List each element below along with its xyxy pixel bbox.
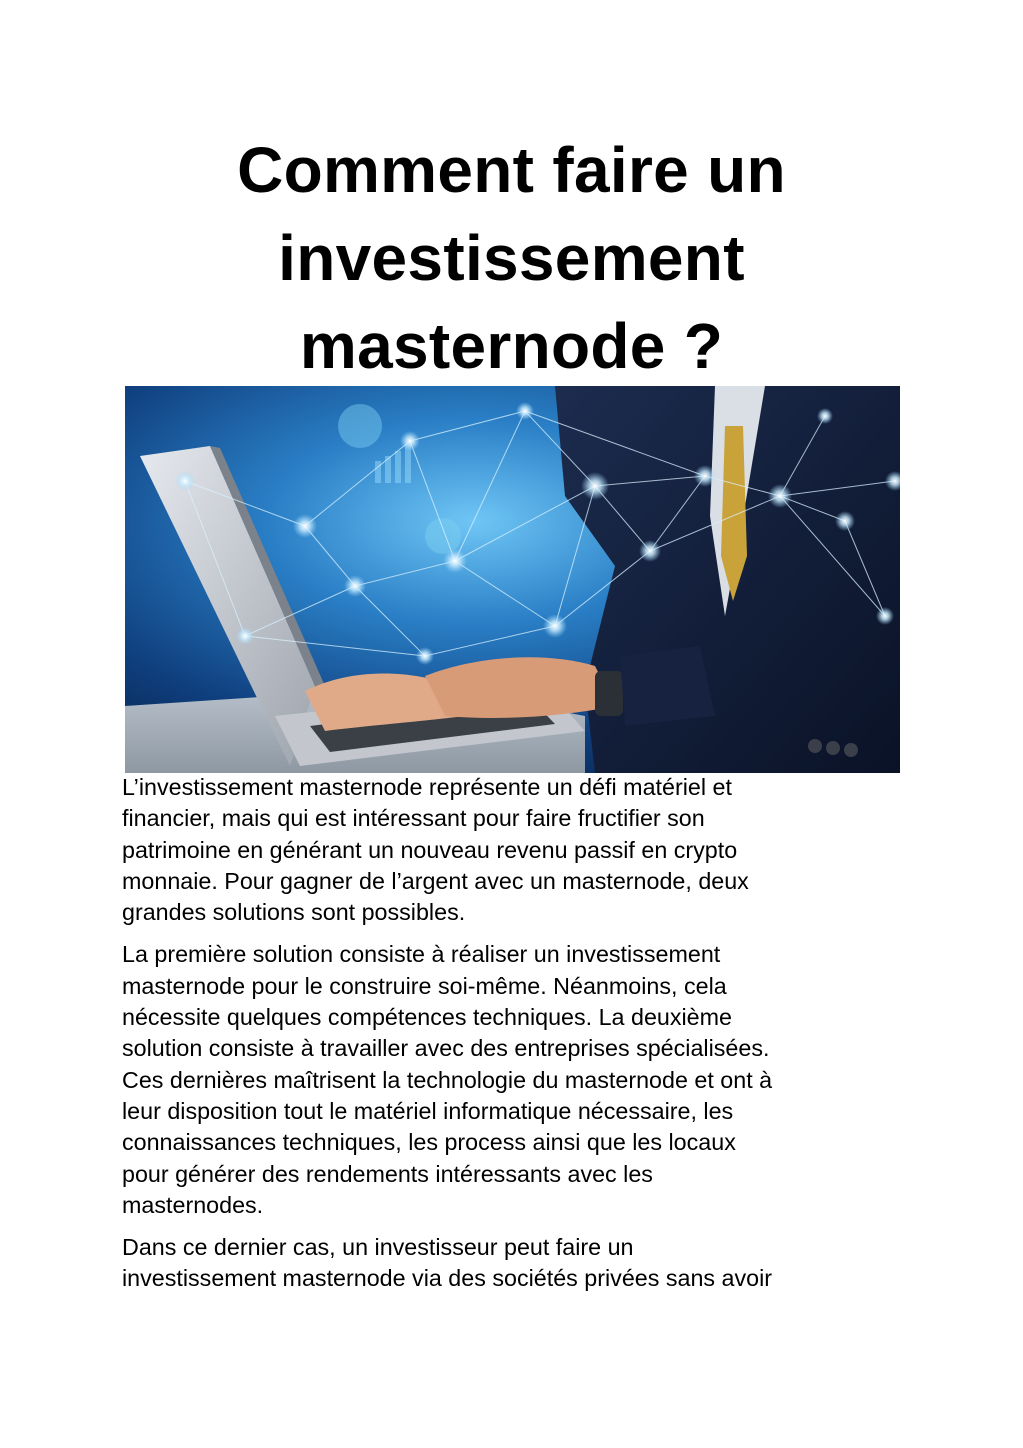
text-line: nécessite quelques compétences techniques. La deuxième — [122, 1004, 732, 1031]
title-line: investissement — [278, 222, 745, 294]
text-line: pour générer des rendements intéressants avec les — [122, 1160, 653, 1187]
text-line: masternode pour le construire soi-même. Néanmoins, cela — [122, 972, 727, 999]
text-line: patrimoine en générant un nouveau revenu passif en crypto — [122, 836, 738, 863]
paragraph — [122, 939, 912, 1221]
text-line: La première solution consiste à réaliser un investissement — [122, 941, 721, 968]
title-line: masternode ? — [299, 310, 724, 382]
article-body — [122, 772, 912, 1306]
laptop-network-photo — [125, 386, 900, 773]
text-line: grandes solutions sont possibles. — [122, 899, 466, 926]
text-line: investissement masternode via des sociétés privées sans avoir — [122, 1265, 773, 1292]
paragraph — [122, 772, 912, 928]
photo-illustration — [125, 386, 900, 773]
text-line: Dans ce dernier cas, un investisseur peut faire un — [122, 1234, 634, 1261]
text-line: monnaie. Pour gagner de l’argent avec un masternode, deux — [122, 867, 749, 894]
text-line: solution consiste à travailler avec des entreprises spécialisées. — [122, 1035, 770, 1062]
text-line: financier, mais qui est intéressant pour faire fructifier son — [122, 805, 705, 832]
text-line: L’investissement masternode représente un défi matériel et — [122, 774, 732, 800]
text-line: masternodes. — [122, 1191, 264, 1218]
text-line: connaissances techniques, les process ainsi que les locaux — [122, 1129, 736, 1156]
text-line: leur disposition tout le matériel informatique nécessaire, les — [122, 1097, 734, 1124]
paragraph — [122, 1232, 912, 1295]
title-line: Comment faire un — [237, 134, 786, 206]
text-line: Ces dernières maîtrisent la technologie du masternode et ont à — [122, 1066, 773, 1093]
page-title — [100, 126, 923, 390]
